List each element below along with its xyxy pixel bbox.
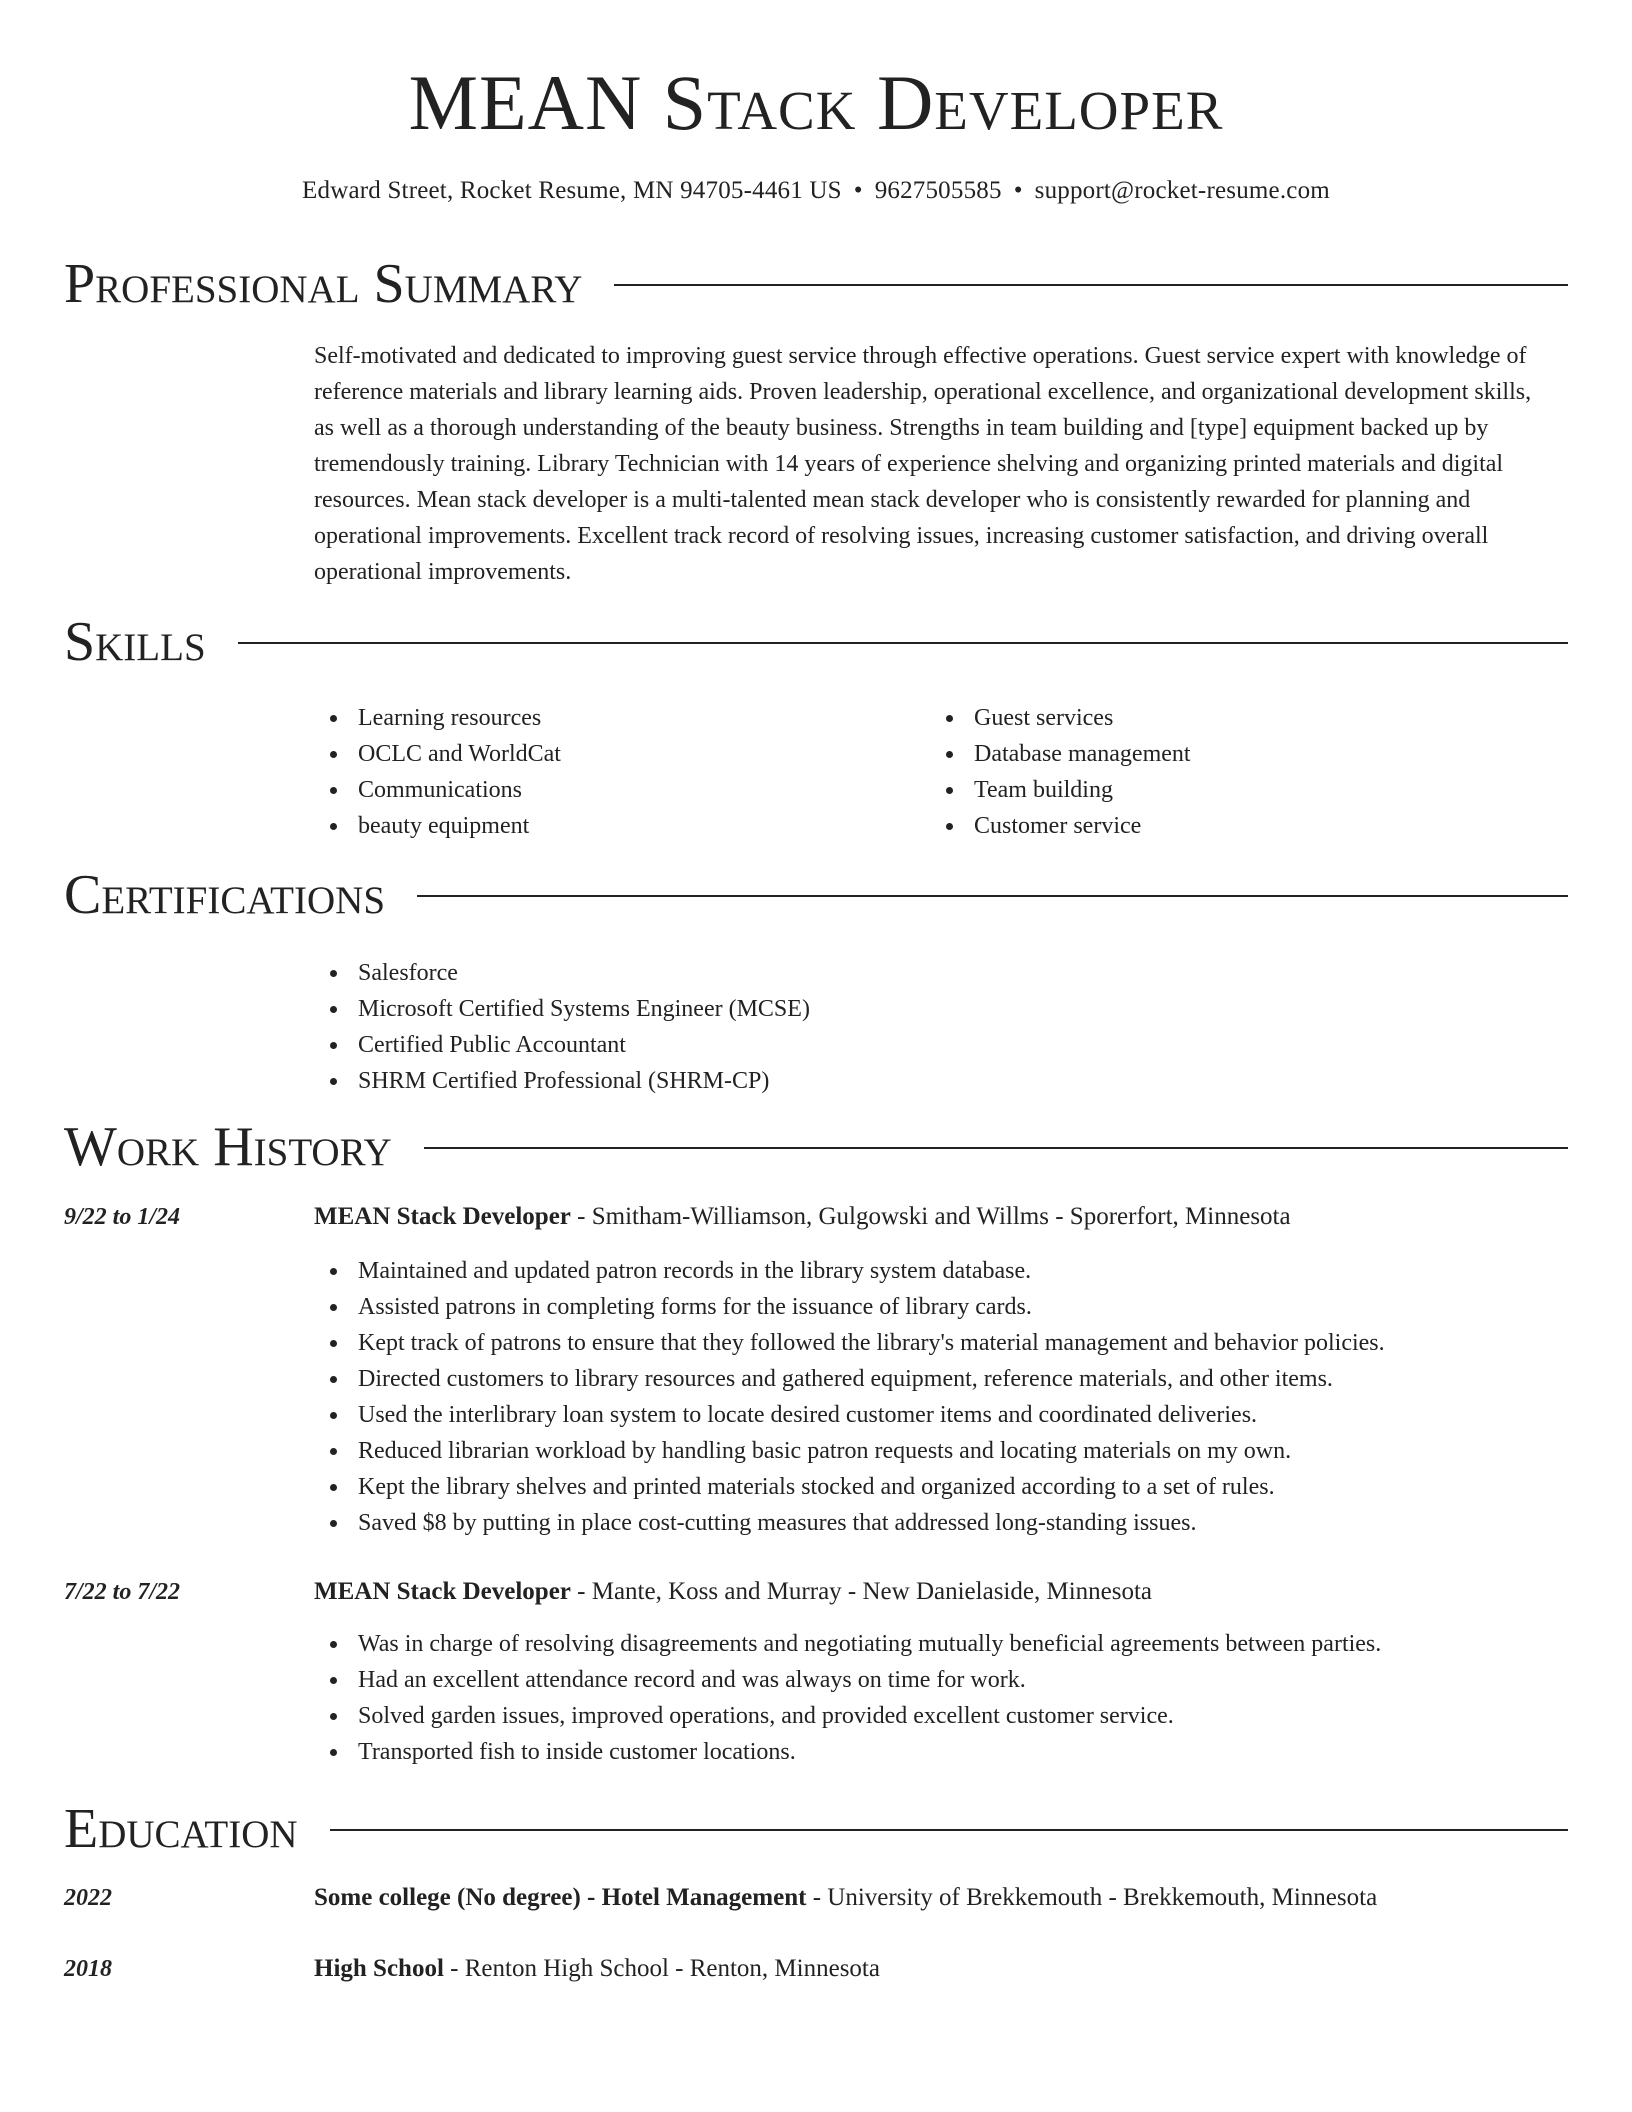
contact-email: support@rocket-resume.com	[1034, 177, 1330, 204]
job-bullet: Had an excellent attendance record and was always on time for work.	[314, 1662, 1564, 1698]
skill-item: Guest services	[930, 700, 1530, 736]
section-divider	[330, 1829, 1568, 1831]
certification-item: Microsoft Certified Systems Engineer (MCSE)	[314, 991, 1514, 1027]
job-bullet: Solved garden issues, improved operations, and provided excellent customer service.	[314, 1698, 1564, 1734]
education-school: - University of Brekkemouth - Brekkemouth, Minnesota	[806, 1884, 1378, 1911]
job-dates: 9/22 to 1/24	[64, 1204, 181, 1230]
summary-section-header	[64, 252, 1568, 316]
job-bullets	[314, 1626, 1564, 1770]
job-role: MEAN Stack Developer	[314, 1578, 571, 1605]
skill-item: Learning resources	[314, 700, 914, 736]
skills-right-column	[930, 700, 1530, 844]
education-degree: High School	[314, 1955, 444, 1982]
job-bullet: Saved $8 by putting in place cost-cutting measures that addressed long-standing issues.	[314, 1505, 1564, 1541]
job-dates: 7/22 to 7/22	[64, 1579, 181, 1605]
contact-address: Edward Street, Rocket Resume, MN 94705-4461 US	[302, 177, 842, 204]
section-divider	[614, 284, 1568, 286]
skill-item: Database management	[930, 736, 1530, 772]
education-school: - Renton High School - Renton, Minnesota	[443, 1955, 880, 1982]
skills-section-title: Skills	[64, 611, 206, 673]
resume-name: MEAN Stack Developer	[408, 59, 1224, 146]
contact-separator: •	[853, 177, 863, 204]
education-year: 2022	[64, 1885, 112, 1911]
skill-item: Customer service	[930, 808, 1530, 844]
education-section-title: Education	[64, 1798, 298, 1860]
certification-item: Salesforce	[314, 955, 1514, 991]
certifications-list	[314, 955, 1514, 1099]
skill-item: beauty equipment	[314, 808, 914, 844]
skill-item: Communications	[314, 772, 914, 808]
job-company: - Smitham-Williamson, Gulgowski and Willms - Sporerfort, Minnesota	[570, 1203, 1291, 1230]
job-bullet: Reduced librarian workload by handling basic patron requests and locating materials on my own.	[314, 1433, 1564, 1469]
summary-section-title: Professional Summary	[64, 253, 583, 315]
certifications-section-header	[64, 863, 1568, 927]
work-history-section-header	[64, 1115, 1568, 1179]
education-degree: Some college (No degree) - Hotel Management	[314, 1884, 807, 1911]
contact-separator: •	[1013, 177, 1023, 204]
education-year: 2018	[64, 1956, 112, 1982]
job-bullet: Kept track of patrons to ensure that they followed the library's material management and behavior policies.	[314, 1325, 1564, 1361]
section-divider	[417, 895, 1568, 897]
skills-section-header	[64, 610, 1568, 674]
certifications-section-title: Certifications	[64, 864, 386, 926]
job-title-line	[314, 1574, 1564, 1610]
job-bullet: Assisted patrons in completing forms for the issuance of library cards.	[314, 1289, 1564, 1325]
job-bullet: Directed customers to library resources and gathered equipment, reference materials, and other items.	[314, 1361, 1564, 1397]
summary-text: Self-motivated and dedicated to improving guest service through effective operations. Guest service expert with knowledge of reference materials and library learning aids. Proven leadership, operational excellence, and organizational development skills, as well as a thorough understanding of the beauty business. Strengths in team building and [type] equipment backed up by tremendously training. Library Technician with 14 years of experience shelving and organizing printed materials and digital resources. Mean stack developer is a multi-talented mean stack developer who is consistently rewarded for planning and operational improvements. Excellent track record of resolving issues, increasing customer satisfaction, and driving overall operational improvements.	[314, 343, 1532, 585]
section-divider	[424, 1147, 1568, 1149]
skills-left-column	[314, 700, 914, 844]
job-bullet: Was in charge of resolving disagreements and negotiating mutually beneficial agreements between parties.	[314, 1626, 1564, 1662]
work-history-section-title: Work History	[64, 1116, 392, 1178]
job-role: MEAN Stack Developer	[314, 1203, 571, 1230]
job-bullet: Maintained and updated patron records in the library system database.	[314, 1253, 1564, 1289]
job-title-line	[314, 1199, 1564, 1235]
job-bullet: Kept the library shelves and printed materials stocked and organized according to a set of rules.	[314, 1469, 1564, 1505]
skill-item: Team building	[930, 772, 1530, 808]
education-line	[314, 1951, 1564, 1987]
contact-line	[0, 174, 1632, 208]
job-bullet: Used the interlibrary loan system to locate desired customer items and coordinated deliveries.	[314, 1397, 1564, 1433]
certification-item: Certified Public Accountant	[314, 1027, 1514, 1063]
certification-item: SHRM Certified Professional (SHRM-CP)	[314, 1063, 1514, 1099]
job-company: - Mante, Koss and Murray - New Danielaside, Minnesota	[570, 1578, 1153, 1605]
job-bullet: Transported fish to inside customer locations.	[314, 1734, 1564, 1770]
section-divider	[238, 642, 1568, 644]
education-section-header	[64, 1797, 1568, 1861]
education-line	[314, 1880, 1564, 1916]
job-bullets	[314, 1253, 1564, 1541]
skill-item: OCLC and WorldCat	[314, 736, 914, 772]
contact-phone: 9627505585	[874, 177, 1002, 204]
